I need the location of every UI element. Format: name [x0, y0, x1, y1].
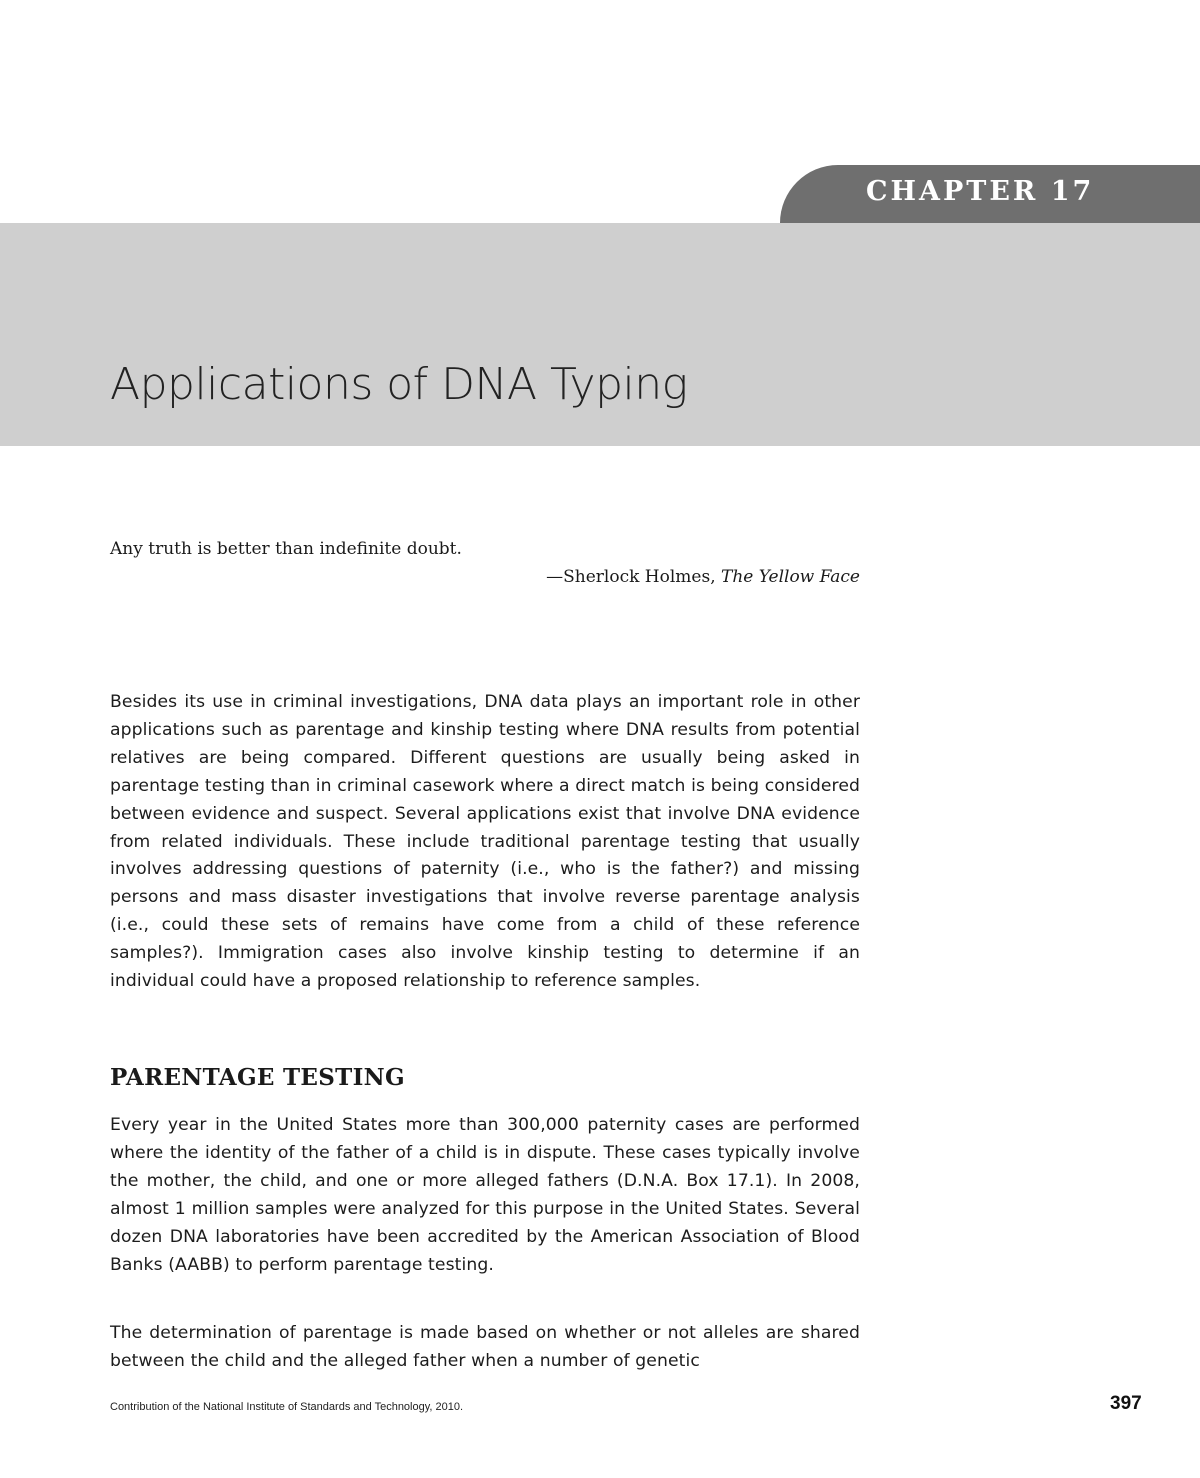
chapter-title-band — [0, 223, 1200, 446]
epigraph-attribution-work: The Yellow Face — [721, 567, 860, 587]
section-heading: PARENTAGE TESTING — [110, 1064, 405, 1091]
section-paragraph-1: Every year in the United States more than 300,000 paternity cases are performed where the identity of the father of a child is in dispute. These cases typically involve the mother, the child, and one or more alleged fathers (D.N.A. Box 17.1). In 2008, almost 1 million samples were analyzed for this purpose in the United States. Several dozen DNA laboratories have been accredited by the American Association of Blood Banks (AABB) to perform parentage testing. — [110, 1115, 860, 1275]
section-paragraph-2: The determination of parentage is made based on whether or not alleles are shared between the child and the alleged father when a number of genetic — [110, 1323, 860, 1371]
epigraph — [110, 536, 860, 590]
intro-paragraph: Besides its use in criminal investigations, DNA data plays an important role in other applications such as parentage and kinship testing where DNA results from potential relatives are being compared. Different questions are usually being asked in parentage testing than in criminal casework where a direct match is being considered between evidence and suspect. Several applications exist that involve DNA evidence from related individuals. These include traditional parentage testing that usually involves addressing questions of paternity (i.e., who is the father?) and missing persons and mass disaster investigations that involve reverse parentage analysis (i.e., could these sets of remains have come from a child of these reference samples?). Immigration cases also involve kinship testing to determine if an individual could have a proposed relationship to reference samples. — [110, 692, 860, 992]
footer-note: Contribution of the National Institute of Standards and Technology, 2010. — [110, 1401, 464, 1413]
epigraph-attribution-author: —Sherlock Holmes, — [546, 567, 722, 587]
chapter-title: Applications of DNA Typing — [110, 359, 688, 410]
epigraph-quote: Any truth is better than indefinite doubt. — [110, 539, 462, 559]
epigraph-attribution — [110, 564, 860, 590]
chapter-label: CHAPTER 17 — [866, 176, 1095, 207]
page-number: 397 — [1110, 1393, 1142, 1414]
